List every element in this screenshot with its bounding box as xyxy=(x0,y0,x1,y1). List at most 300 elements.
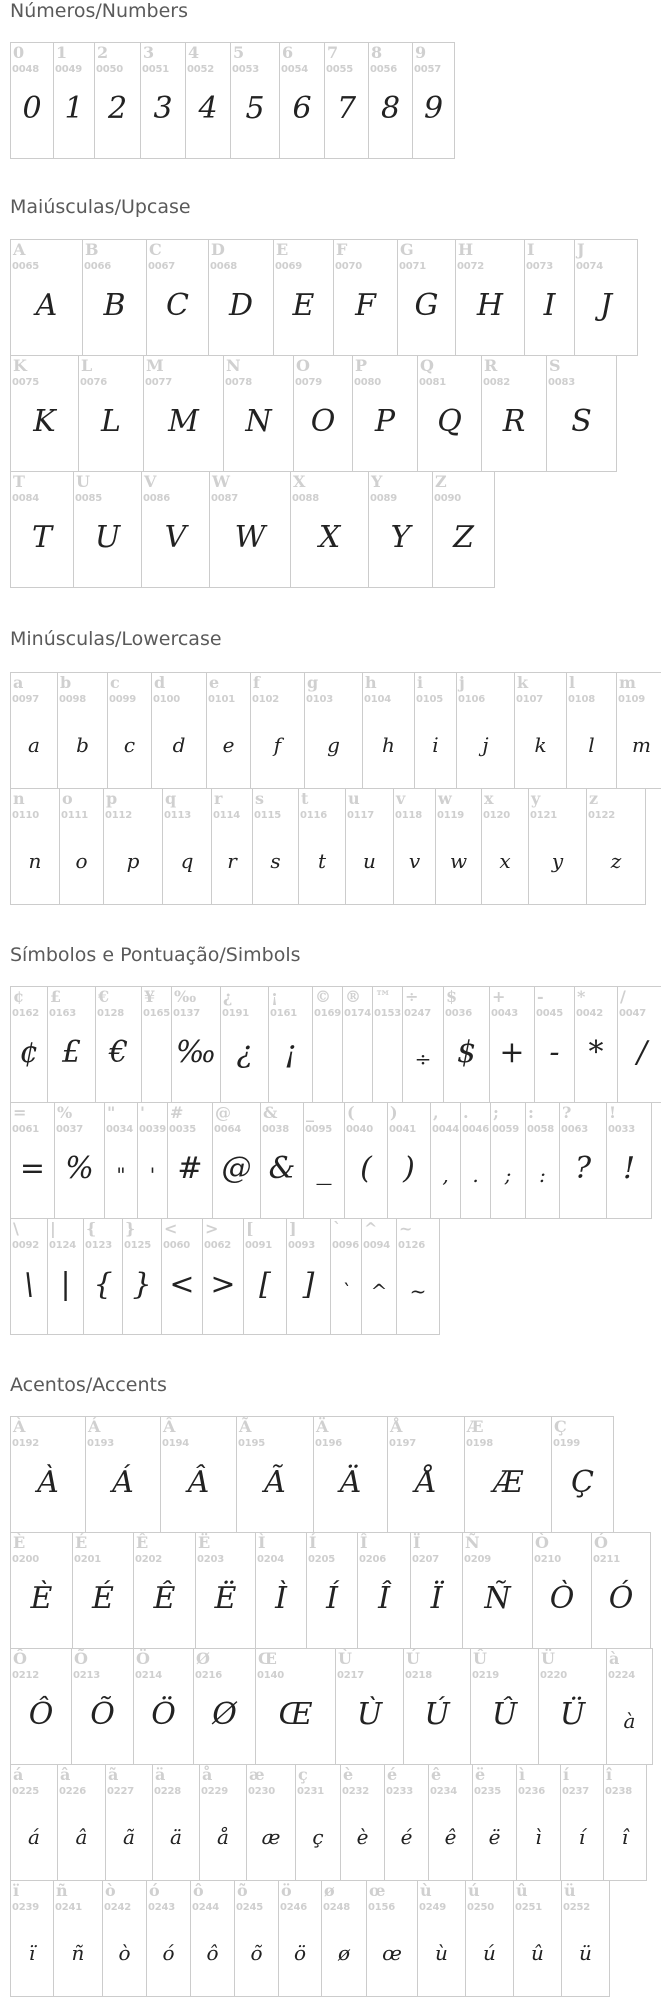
glyph-sample: â xyxy=(75,1825,88,1849)
glyph-grid-row xyxy=(10,355,616,472)
glyph-cell xyxy=(72,1532,134,1649)
glyph-cell xyxy=(10,1880,54,1997)
character-code: 0252 xyxy=(563,1902,591,1913)
character-label: Ø xyxy=(196,1649,210,1668)
character-code: 0247 xyxy=(404,1008,432,1019)
glyph-sample: E xyxy=(292,288,315,323)
character-label: è xyxy=(343,1765,354,1784)
glyph-cell xyxy=(140,42,186,159)
glyph-cell xyxy=(460,1102,491,1219)
character-label: û xyxy=(516,1881,528,1900)
glyph-cell xyxy=(234,1880,279,1997)
character-code: 0042 xyxy=(576,1008,604,1019)
glyph-sample: ç xyxy=(312,1825,324,1849)
character-label: , xyxy=(433,1103,439,1122)
glyph-sample: y xyxy=(551,849,564,873)
glyph-cell xyxy=(397,239,456,356)
glyph-grid-row xyxy=(10,1102,651,1219)
glyph-sample: ü xyxy=(579,1941,592,1965)
glyph-sample: Õ xyxy=(90,1697,115,1732)
character-code: 0071 xyxy=(399,261,427,272)
character-code: 0229 xyxy=(201,1786,229,1797)
glyph-sample: 7 xyxy=(336,91,357,126)
glyph-cell xyxy=(167,1102,213,1219)
character-label: Ã xyxy=(239,1417,252,1436)
character-label: Û xyxy=(473,1649,487,1668)
character-code: 0207 xyxy=(412,1554,440,1565)
character-code: 0219 xyxy=(472,1670,500,1681)
character-label: x xyxy=(484,789,494,808)
glyph-cell xyxy=(223,355,294,472)
character-label: < xyxy=(164,1219,178,1238)
glyph-cell xyxy=(464,1416,552,1533)
section-title: Números/Numbers xyxy=(10,0,188,22)
character-code: 0101 xyxy=(208,694,236,705)
glyph-sample: ? xyxy=(574,1151,592,1186)
glyph-sample: 0 xyxy=(22,91,42,126)
glyph-cell xyxy=(290,471,369,588)
glyph-sample: F xyxy=(355,288,376,323)
glyph-sample: ø xyxy=(337,1941,351,1965)
character-code: 0041 xyxy=(389,1124,417,1135)
character-code: 0033 xyxy=(608,1124,636,1135)
character-label: £ xyxy=(50,987,62,1006)
glyph-sample: Æ xyxy=(492,1465,524,1500)
character-label: G xyxy=(400,240,414,259)
glyph-grid-row xyxy=(10,986,661,1103)
glyph-sample: N xyxy=(245,404,272,439)
character-code: 0234 xyxy=(430,1786,458,1797)
character-code: 0092 xyxy=(12,1240,40,1251)
character-label: ì xyxy=(519,1765,526,1784)
character-code: 0122 xyxy=(588,810,616,821)
character-label: ã xyxy=(108,1765,119,1784)
character-code: 0112 xyxy=(105,810,133,821)
glyph-sample: a xyxy=(28,733,40,757)
character-code: 0065 xyxy=(12,261,40,272)
glyph-cell xyxy=(465,1880,514,1997)
glyph-cell xyxy=(606,1102,652,1219)
glyph-sample: x xyxy=(499,849,511,873)
glyph-sample: i xyxy=(432,733,439,757)
character-label: ö xyxy=(281,1881,292,1900)
character-code: 0121 xyxy=(530,810,558,821)
glyph-sample: á xyxy=(28,1825,40,1849)
glyph-sample: ê xyxy=(444,1825,457,1849)
glyph-cell xyxy=(82,239,147,356)
character-label: B xyxy=(85,240,99,259)
character-label: 3 xyxy=(143,43,155,62)
character-label: C xyxy=(149,240,162,259)
character-label: + xyxy=(492,987,506,1006)
character-label: õ xyxy=(237,1881,248,1900)
glyph-cell xyxy=(103,788,163,905)
character-label: } xyxy=(125,1219,136,1238)
character-code: 0156 xyxy=(368,1902,396,1913)
character-code: 0045 xyxy=(536,1008,564,1019)
glyph-sample: P xyxy=(374,404,396,439)
character-label: 7 xyxy=(327,43,339,62)
glyph-cell xyxy=(524,239,575,356)
character-label: à xyxy=(609,1649,620,1668)
glyph-cell xyxy=(306,1532,358,1649)
character-label: t xyxy=(301,789,309,808)
glyph-grid-row xyxy=(10,788,645,905)
glyph-sample: í xyxy=(578,1825,586,1849)
glyph-cell xyxy=(185,42,231,159)
glyph-cell xyxy=(211,788,253,905)
character-label: ù xyxy=(420,1881,432,1900)
glyph-grid-row xyxy=(10,42,454,159)
character-label: Y xyxy=(371,472,383,491)
character-code: 0194 xyxy=(162,1438,190,1449)
character-label: ¥ xyxy=(144,987,156,1006)
glyph-sample: Ó xyxy=(608,1581,634,1616)
glyph-cell xyxy=(278,1880,322,1997)
glyph-sample: ö xyxy=(293,1941,307,1965)
character-code: 0040 xyxy=(346,1124,374,1135)
character-code: 0099 xyxy=(109,694,137,705)
glyph-cell xyxy=(10,788,60,905)
glyph-cell xyxy=(357,1532,411,1649)
character-label: i xyxy=(417,673,424,692)
character-label: 4 xyxy=(188,43,200,62)
character-label: $ xyxy=(446,987,458,1006)
character-code: 0084 xyxy=(12,493,40,504)
glyph-cell xyxy=(193,1648,256,1765)
glyph-sample: ¡ xyxy=(284,1035,297,1070)
character-label: = xyxy=(13,1103,27,1122)
glyph-cell xyxy=(94,42,141,159)
glyph-sample: 5 xyxy=(245,91,265,126)
glyph-cell xyxy=(146,239,209,356)
character-code: 0103 xyxy=(306,694,334,705)
glyph-sample: < xyxy=(169,1267,195,1302)
character-code: 0191 xyxy=(222,1008,250,1019)
glyph-sample: Œ xyxy=(278,1697,313,1732)
character-code: 0199 xyxy=(553,1438,581,1449)
character-label: / xyxy=(620,987,626,1006)
glyph-sample: n xyxy=(28,849,42,873)
glyph-sample: Ö xyxy=(151,1697,176,1732)
glyph-sample: Ì xyxy=(275,1581,287,1616)
glyph-cell xyxy=(255,1648,336,1765)
character-label: D xyxy=(211,240,225,259)
glyph-sample: ë xyxy=(488,1825,501,1849)
glyph-cell xyxy=(324,42,369,159)
character-label: í xyxy=(563,1765,570,1784)
character-code: 0137 xyxy=(173,1008,201,1019)
character-label: ç xyxy=(298,1765,308,1784)
glyph-cell xyxy=(54,1102,105,1219)
glyph-cell xyxy=(340,1764,385,1881)
glyph-sample: Ã xyxy=(264,1465,286,1500)
glyph-sample: - xyxy=(549,1035,560,1070)
character-label: | xyxy=(50,1219,56,1238)
character-code: 0056 xyxy=(370,64,398,75)
glyph-grid-row xyxy=(10,239,637,356)
character-code: 0192 xyxy=(12,1438,40,1449)
glyph-cell xyxy=(481,788,529,905)
character-label: Õ xyxy=(74,1649,88,1668)
character-label: œ xyxy=(369,1881,386,1900)
glyph-sample: A xyxy=(35,288,58,323)
character-label: Ò xyxy=(535,1533,549,1552)
glyph-sample: Z xyxy=(453,520,474,555)
character-code: 0091 xyxy=(245,1240,273,1251)
character-code: 0104 xyxy=(364,694,392,705)
character-label: 0 xyxy=(13,43,25,62)
glyph-sample: ] xyxy=(302,1267,315,1302)
character-label: ' xyxy=(140,1103,145,1122)
glyph-cell xyxy=(335,1648,404,1765)
glyph-cell xyxy=(161,1218,203,1335)
glyph-cell xyxy=(10,42,54,159)
glyph-sample: Î xyxy=(378,1581,390,1616)
character-label: ï xyxy=(13,1881,20,1900)
character-label: ó xyxy=(149,1881,160,1900)
glyph-cell xyxy=(342,986,373,1103)
glyph-cell xyxy=(586,788,646,905)
character-code: 0228 xyxy=(154,1786,182,1797)
glyph-sample: À xyxy=(37,1465,59,1500)
character-label: Ì xyxy=(258,1533,266,1552)
glyph-cell xyxy=(230,42,280,159)
character-label: p xyxy=(106,789,118,808)
character-label: z xyxy=(589,789,599,808)
character-label: Ú xyxy=(406,1649,420,1668)
character-code: 0120 xyxy=(483,810,511,821)
glyph-cell xyxy=(107,672,152,789)
glyph-cell xyxy=(190,1880,235,1997)
character-label: ( xyxy=(347,1103,355,1122)
character-code: 0114 xyxy=(213,810,241,821)
character-code: 0064 xyxy=(214,1124,242,1135)
glyph-sample: Í xyxy=(326,1581,338,1616)
character-label: s xyxy=(255,789,265,808)
glyph-cell xyxy=(137,1102,168,1219)
character-label: O xyxy=(296,356,310,375)
glyph-sample: c xyxy=(123,733,136,757)
character-label: @ xyxy=(215,1103,231,1122)
character-label: Ó xyxy=(594,1533,608,1552)
glyph-cell xyxy=(279,42,325,159)
character-label: J xyxy=(577,240,585,259)
character-code: 0193 xyxy=(87,1438,115,1449)
glyph-cell xyxy=(286,1218,331,1335)
character-code: 0216 xyxy=(195,1670,223,1681)
character-code: 0117 xyxy=(347,810,375,821)
glyph-cell xyxy=(199,1764,247,1881)
character-label: Ê xyxy=(136,1533,149,1552)
character-code: 0123 xyxy=(85,1240,113,1251)
glyph-cell xyxy=(122,1218,162,1335)
character-label: l xyxy=(569,673,576,692)
glyph-cell xyxy=(141,986,172,1103)
glyph-cell xyxy=(151,672,207,789)
character-label: H xyxy=(458,240,474,259)
glyph-sample: £ xyxy=(61,1035,82,1070)
glyph-sample: ¿ xyxy=(236,1035,253,1070)
character-label: Ñ xyxy=(465,1533,480,1552)
character-code: 0068 xyxy=(210,261,238,272)
character-label: É xyxy=(75,1533,88,1552)
glyph-cell xyxy=(321,1880,367,1997)
glyph-sample: ú xyxy=(483,1941,496,1965)
glyph-sample: ñ xyxy=(71,1941,85,1965)
character-label: I xyxy=(527,240,535,259)
character-code: 0232 xyxy=(342,1786,370,1797)
glyph-sample: è xyxy=(356,1825,369,1849)
character-label: k xyxy=(517,673,529,692)
glyph-sample: Â xyxy=(187,1465,210,1500)
section-title: Acentos/Accents xyxy=(10,1374,167,1396)
character-label: ` xyxy=(333,1219,341,1238)
character-label: Í xyxy=(309,1533,317,1552)
glyph-sample: d xyxy=(172,733,186,757)
character-code: 0053 xyxy=(232,64,260,75)
character-code: 0106 xyxy=(458,694,486,705)
character-label: d xyxy=(154,673,166,692)
glyph-cell xyxy=(333,239,398,356)
glyph-sample: k xyxy=(534,733,547,757)
glyph-sample: 4 xyxy=(198,91,218,126)
glyph-sample: Ê xyxy=(153,1581,176,1616)
glyph-cell xyxy=(303,1102,345,1219)
glyph-cell xyxy=(73,471,142,588)
character-label: f xyxy=(253,673,260,692)
glyph-cell xyxy=(71,1648,134,1765)
character-label: # xyxy=(170,1103,184,1122)
character-code: 0126 xyxy=(398,1240,426,1251)
character-code: 0063 xyxy=(561,1124,589,1135)
glyph-cell xyxy=(268,986,313,1103)
glyph-cell xyxy=(560,1764,604,1881)
character-label: N xyxy=(226,356,241,375)
character-code: 0220 xyxy=(540,1670,568,1681)
character-label: > xyxy=(205,1219,219,1238)
glyph-cell xyxy=(393,788,436,905)
glyph-sample: C xyxy=(166,288,189,323)
glyph-sample: Ï xyxy=(430,1581,443,1616)
character-code: 0100 xyxy=(153,694,181,705)
glyph-cell xyxy=(152,1764,200,1881)
glyph-cell xyxy=(574,986,618,1103)
glyph-sample: " xyxy=(116,1163,126,1187)
character-code: 0087 xyxy=(211,493,239,504)
glyph-cell xyxy=(513,1880,562,1997)
glyph-cell xyxy=(591,1532,651,1649)
glyph-cell xyxy=(47,986,96,1103)
glyph-sample: 8 xyxy=(380,91,401,126)
glyph-cell xyxy=(344,1102,388,1219)
character-code: 0250 xyxy=(467,1902,495,1913)
glyph-cell xyxy=(366,1880,418,1997)
glyph-sample: f xyxy=(273,733,282,757)
glyph-cell xyxy=(525,1102,560,1219)
glyph-sample: @ xyxy=(221,1151,252,1186)
glyph-cell xyxy=(559,1102,607,1219)
character-label: ® xyxy=(345,987,361,1006)
glyph-cell xyxy=(143,355,224,472)
glyph-sample: Ø xyxy=(212,1697,237,1732)
character-label: 8 xyxy=(371,43,383,62)
glyph-cell xyxy=(252,788,299,905)
glyph-sample: Ú xyxy=(424,1697,450,1732)
character-code: 0238 xyxy=(605,1786,633,1797)
character-label: Ç xyxy=(554,1417,567,1436)
character-code: 0206 xyxy=(359,1554,387,1565)
section-title: Maiúsculas/Upcase xyxy=(10,196,191,218)
character-code: 0102 xyxy=(252,694,280,705)
glyph-sample: 9 xyxy=(423,91,444,126)
glyph-cell xyxy=(574,239,638,356)
character-label: Ô xyxy=(13,1649,27,1668)
glyph-sample: ì xyxy=(535,1825,542,1849)
glyph-cell xyxy=(102,1880,147,1997)
glyph-cell xyxy=(534,986,575,1103)
character-code: 0043 xyxy=(491,1008,519,1019)
glyph-cell xyxy=(10,239,83,356)
character-label: Å xyxy=(390,1417,403,1436)
glyph-cell xyxy=(57,672,108,789)
glyph-cell xyxy=(10,1102,55,1219)
character-label: ^ xyxy=(364,1219,378,1238)
glyph-sample: 1 xyxy=(64,91,84,126)
glyph-sample: ; xyxy=(504,1163,512,1187)
character-label: P xyxy=(355,356,368,375)
character-label: é xyxy=(387,1765,398,1784)
character-label: X xyxy=(293,472,306,491)
character-label: y xyxy=(531,789,541,808)
glyph-cell xyxy=(273,239,334,356)
glyph-cell xyxy=(516,1764,561,1881)
character-code: 0088 xyxy=(292,493,320,504)
character-label: Ö xyxy=(136,1649,150,1668)
character-label: Œ xyxy=(258,1649,277,1668)
glyph-cell xyxy=(410,1532,463,1649)
glyph-grid-row xyxy=(10,672,661,789)
glyph-cell xyxy=(208,239,274,356)
glyph-sample: ù xyxy=(435,1941,448,1965)
glyph-sample: L xyxy=(101,404,121,439)
glyph-sample: . xyxy=(472,1163,479,1187)
character-label: Ù xyxy=(338,1649,352,1668)
glyph-cell xyxy=(195,1532,256,1649)
character-label: r xyxy=(214,789,223,808)
character-label: á xyxy=(13,1765,24,1784)
character-code: 0116 xyxy=(300,810,328,821)
character-code: 0051 xyxy=(142,64,170,75)
character-code: 0077 xyxy=(145,377,173,388)
glyph-sample: j xyxy=(482,733,489,757)
glyph-sample: l xyxy=(588,733,595,757)
character-code: 0070 xyxy=(335,261,363,272)
character-code: 0105 xyxy=(416,694,444,705)
glyph-cell xyxy=(372,986,403,1103)
glyph-cell xyxy=(606,1648,653,1765)
glyph-sample: B xyxy=(103,288,126,323)
glyph-cell xyxy=(10,355,79,472)
character-code: 0225 xyxy=(12,1786,40,1797)
character-label: î xyxy=(606,1765,613,1784)
glyph-cell xyxy=(396,1218,440,1335)
glyph-sample: È xyxy=(30,1581,53,1616)
glyph-sample: Ù xyxy=(356,1697,383,1732)
character-code: 0090 xyxy=(434,493,462,504)
glyph-sample: z xyxy=(610,849,622,873)
character-code: 0107 xyxy=(516,694,544,705)
